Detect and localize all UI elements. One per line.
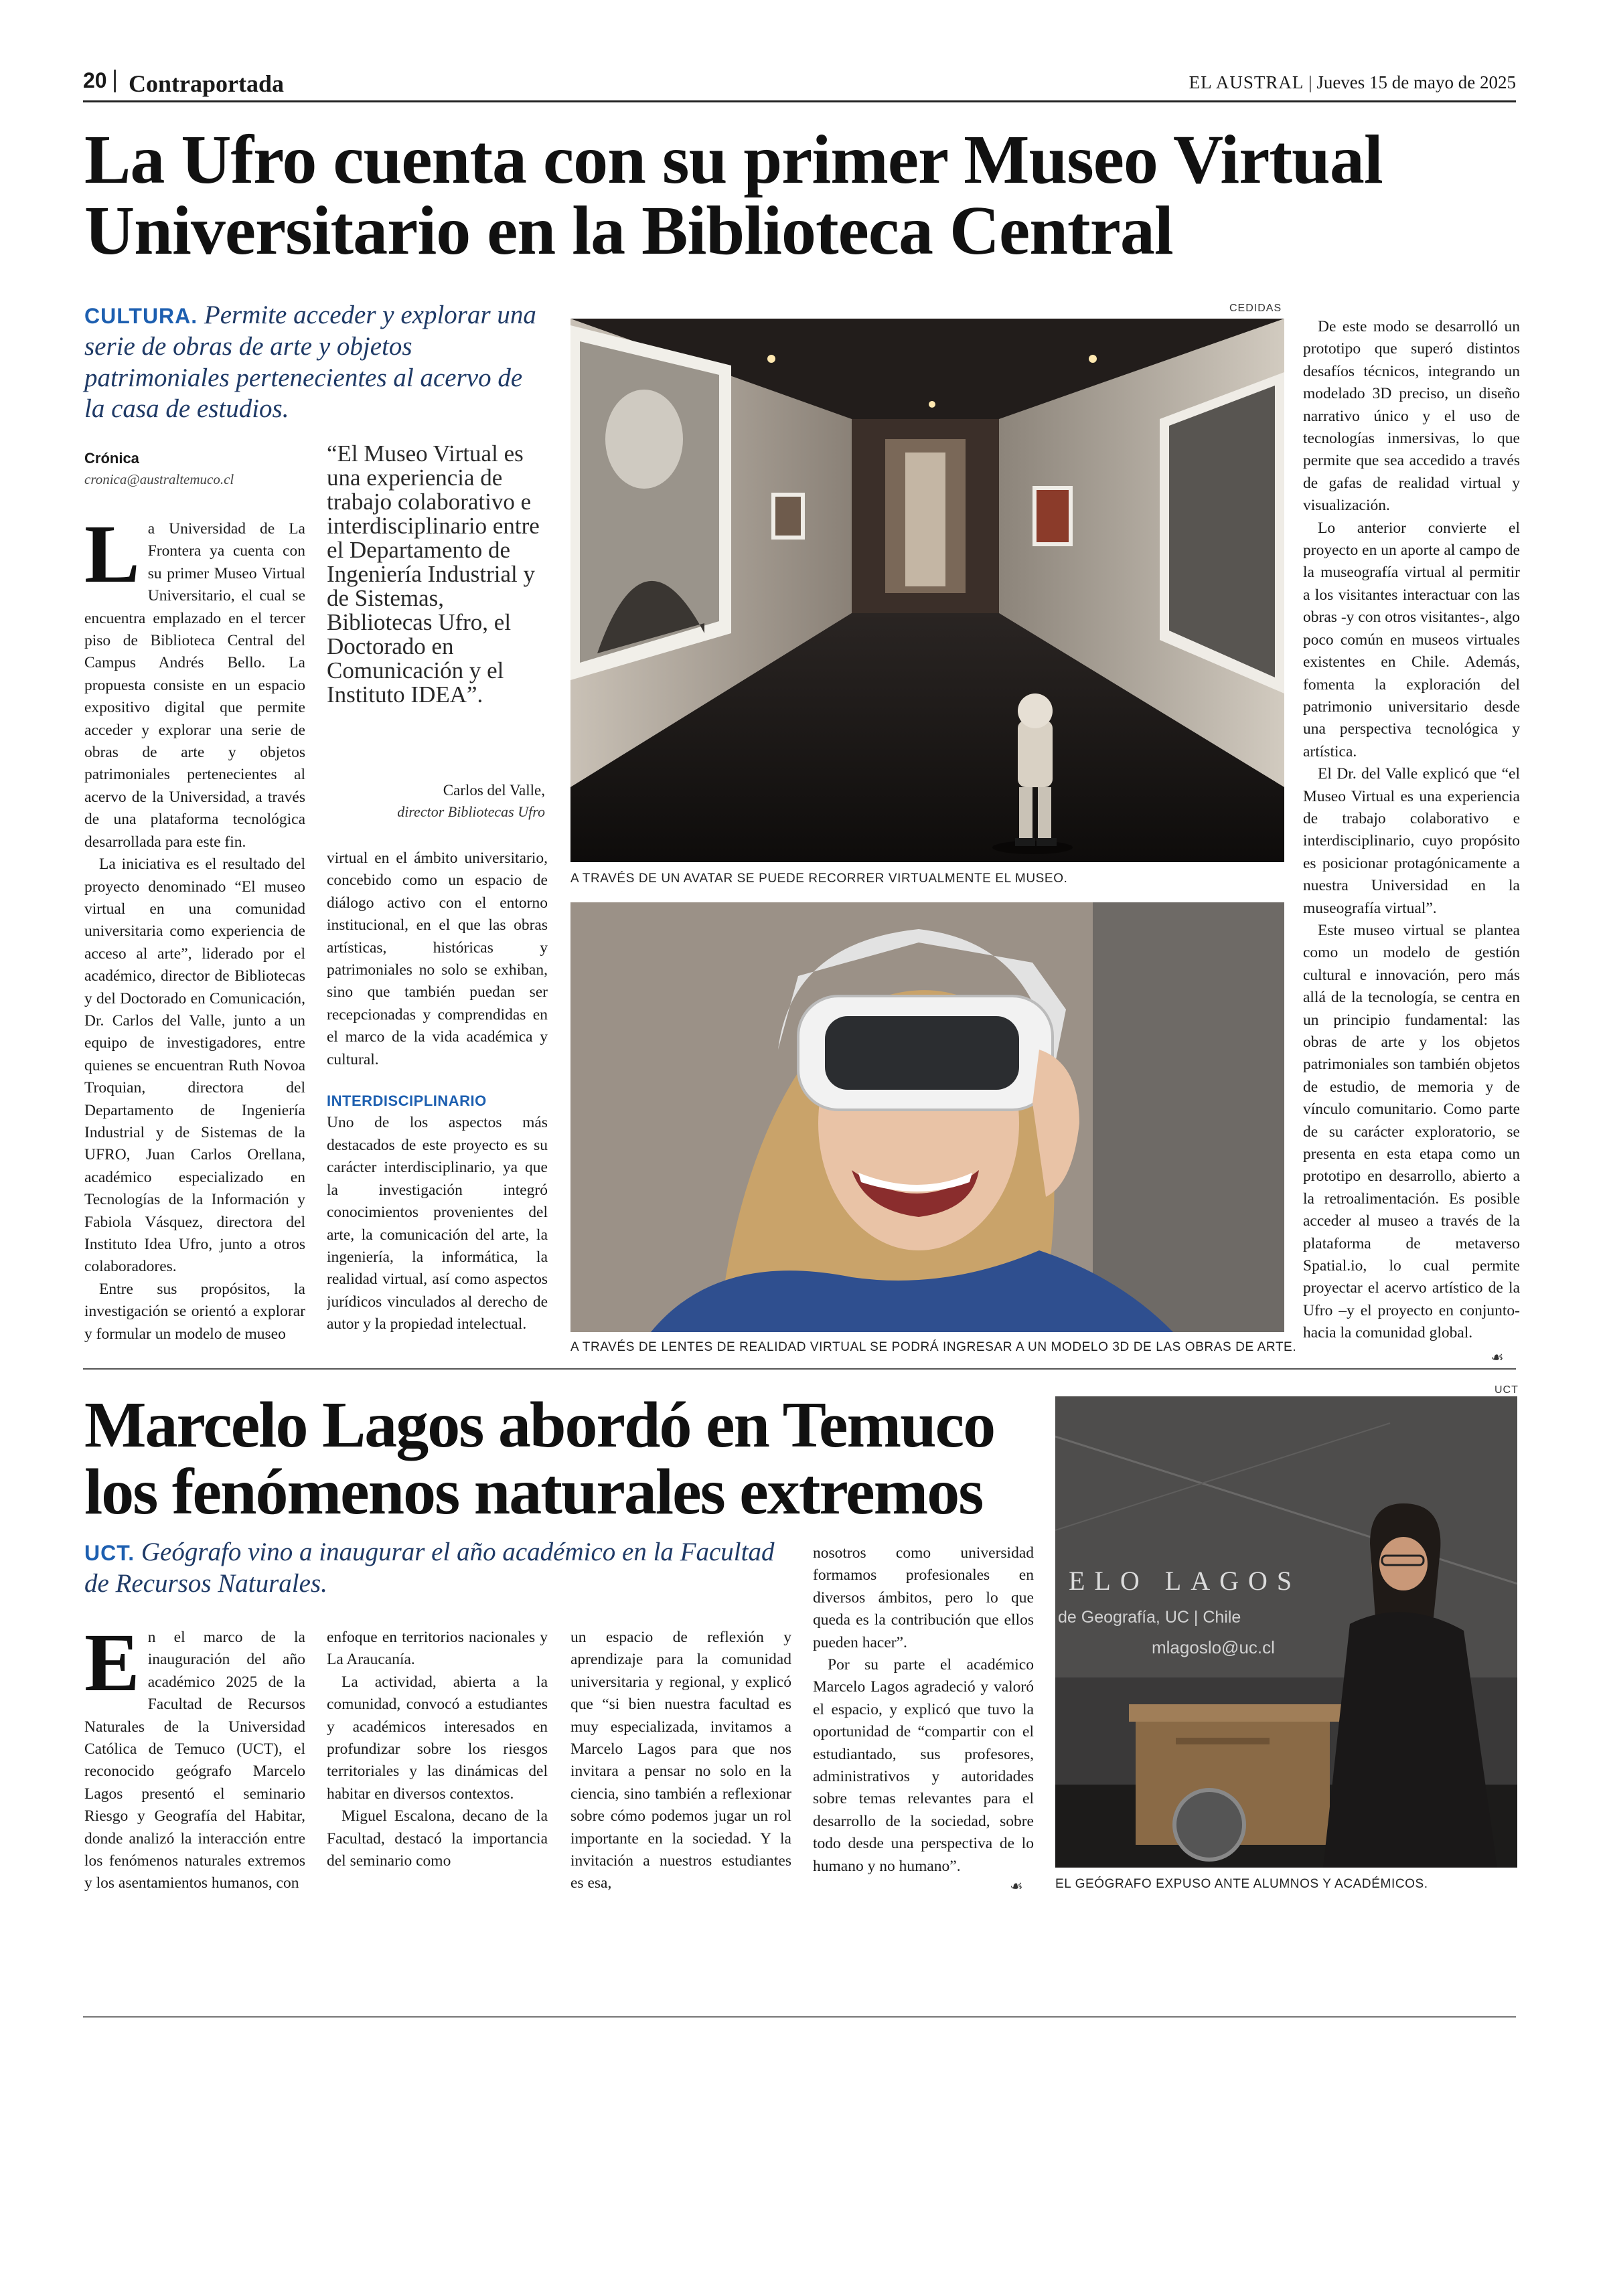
paragraph: Por su parte el académico Marcelo Lagos agradeció y valoró el espacio, y explicó que tuvo la oportunidad de “compartir con el estudiantado, sus profesores, administrativos y autoridades sobre temas relevantes para el desarrollo de la sociedad, sobre todo desde una perspectiva de lo humano y no humano”. (813, 1656, 1034, 1875)
paragraph: a Universidad de La Frontera ya cuenta con su primer Museo Virtual Universitario, el cual se encuentra emplazado en el tercer piso de Biblioteca Central del Campus Andrés Bello. La propuesta consiste en un espacio expositivo digital que permite acceder y explorar una serie de obras de arte y objetos patrimoniales pertenecientes al acervo de la Universidad, a través de una plataforma tecnológica desarrollada para este fin. (84, 520, 305, 851)
vr-headset-illustration (570, 902, 1284, 1332)
slide-name: ELO LAGOS (1069, 1566, 1302, 1596)
article2-lead (84, 1537, 781, 1600)
paragraph: enfoque en territorios nacionales y La Araucanía. (327, 1629, 548, 1669)
photo-caption: A TRAVÉS DE UN AVATAR SE PUEDE RECORRER VIRTUALMENTE EL MUSEO. (570, 872, 1068, 886)
article1-headline (84, 121, 1524, 270)
photo-caption: EL GEÓGRAFO EXPUSO ANTE ALUMNOS Y ACADÉMICOS. (1055, 1877, 1428, 1891)
article2-column-1 (84, 1627, 305, 1908)
header-divider (114, 70, 116, 92)
lead-text: Permite acceder y explorar una serie de obras de arte y objetos patrimoniales pertenecientes al acervo de la casa de estudios. (84, 301, 536, 424)
article1-column-3 (1303, 316, 1520, 1374)
slide-affiliation: de Geografía, UC | Chile (1058, 1608, 1241, 1627)
paragraph: La actividad, abierta a la comunidad, convocó a estudiantes y académicos interesados en profundizar sobre los riesgos territoriales y las dinámicas del habitar en diversos contextos. (327, 1673, 548, 1803)
article-separator (83, 1368, 1516, 1370)
section-name: Contraportada (129, 70, 284, 97)
lecturer-illustration (1055, 1396, 1517, 1868)
paragraph: La iniciativa es el resultado del proyecto denominado “El museo virtual en una comunidad universitaria como experiencia de acceso al arte”, liderado por el académico, director de Bibliotecas y del Doctorado en Comunicación, Dr. Carlos del Valle, junto a un equipo de investigadores, entre quienes se encuentran Ruth Novoa Troquian, directora del Departamento de Ingeniería Industrial y de Sistemas de la UFRO, Juan Carlos Orellana, académico especializado en Tecnologías de la Información y Fabiola Vásquez, directora del Instituto Idea Ufro, junto a otros colaboradores. (84, 855, 305, 1276)
headline-line: los fenómenos naturales extremos (84, 1455, 983, 1528)
dropcap: L (84, 518, 140, 600)
paragraph: Lo anterior convierte el proyecto en un aporte al campo de la museografía virtual al permitir a los visitantes interactuar con las obras -y con otros visitantes-, algo poco común en museos virtuales existentes en Chile. Además, fomenta la exploración del patrimonio universitario desde una perspectiva tecnológica y artística. (1303, 519, 1520, 760)
paragraph: Este museo virtual se plantea como un modelo de gestión cultural e innovación, pero más allá de la tecnología, se centra en un principio fundamental: las obras de arte y los objetos patrimoniales son también objetos de estudio, de memoria y de vínculo comunitario. Como parte de su carácter exploratorio, se presenta en esta etapa como un prototipo en desarrollo, abierto a la retroalimentación. Es posible acceder al museo a través de la plataforma de metaverso Spatial.io, lo cual permite proyectar el acervo artístico de la Ufro –y el proyecto en conjunto- hacia la comunidad global. (1303, 921, 1520, 1342)
lead-text: Geógrafo vino a inaugurar el año académico en la Facultad de Recursos Naturales. (84, 1538, 775, 1598)
quote-author: Carlos del Valle, (443, 782, 545, 799)
bottom-rule (83, 2016, 1516, 2018)
pull-quote: “El Museo Virtual es una experiencia de trabajo colaborativo e interdisciplinario entre el Departamento de Ingeniería Industrial y de Sistemas, Bibliotecas Ufro, el Doctorado en Comunicación y el Instituto IDEA”. (327, 440, 540, 708)
paragraph: Miguel Escalona, decano de la Facultad, destacó la importancia del seminario como (327, 1807, 548, 1870)
vr-headset-photo (570, 902, 1284, 1332)
virtual-museum-illustration (570, 319, 1284, 862)
article2-column-4 (813, 1542, 1034, 1908)
photo-caption: A TRAVÉS DE LENTES DE REALIDAD VIRTUAL SE PODRÁ INGRESAR A UN MODELO 3D DE LAS OBRAS DE ARTE. (570, 1340, 1297, 1354)
article2-column-2 (327, 1627, 548, 1908)
article1-column-1 (84, 518, 305, 1375)
virtual-museum-photo (570, 319, 1284, 862)
subheading: INTERDISCIPLINARIO (327, 1092, 487, 1110)
header-rule (83, 100, 1516, 102)
paragraph: Entre sus propósitos, la investigación se orientó a explorar y formular un modelo de museo (84, 1280, 305, 1343)
headline-line: La Ufro cuenta con su primer Museo Virtual (84, 121, 1383, 198)
article2-column-3 (570, 1627, 791, 1908)
quote-author-role: director Bibliotecas Ufro (397, 803, 545, 820)
slide-email: mlagoslo@uc.cl (1152, 1637, 1275, 1657)
issue-date: Jueves 15 de mayo de 2025 (1316, 72, 1516, 92)
paragraph: nosotros como universidad formamos profesionales en diversos ámbitos, pero lo que queda es la contribución que ellos pueden hacer”. (813, 1544, 1034, 1651)
paragraph: virtual en el ámbito universitario, concebido como un espacio de diálogo activo con el entorno institucional, en el que las obras artísticas, históricas y patrimoniales no solo se exhiban, sino que también puedan ser recepcionadas y comprendidas en el marco de la vida académica y cultural. (327, 849, 548, 1068)
article1-column-2 (327, 847, 548, 1376)
headline-line: Universitario en la Biblioteca Central (84, 192, 1173, 270)
photo-credit: UCT (1495, 1384, 1519, 1396)
paragraph: un espacio de reflexión y aprendizaje para la comunidad universitaria y regional, y explicó que “si bien nuestra facultad es muy especializada, invitamos a Marcelo Lagos para que nos invitara a pensar no solo en la ciencia, sino también a reflexionar sobre cómo podemos jugar un rol importante en la sociedad. Y la invitación a nuestros estudiantes es esa, (570, 1629, 791, 1892)
byline-email: cronica@australtemuco.cl (84, 471, 234, 487)
newspaper-name: EL AUSTRAL (1189, 72, 1304, 92)
article2-headline (84, 1389, 1075, 1528)
photo-credit: CEDIDAS (1229, 303, 1282, 314)
end-mark: ☙ (1490, 1349, 1504, 1366)
article2-kicker: UCT. (84, 1541, 135, 1565)
paragraph: De este modo se desarrolló un prototipo que superó distintos desafíos técnicos, integrando un modelado 3D preciso, un diseño narrativo único y el uso de tecnologías inmersivas, lo que permite que sea accedido a través de gafas de realidad virtual y visualización. (1303, 318, 1520, 515)
end-mark: ☙ (1010, 1878, 1023, 1895)
article1-lead (84, 300, 546, 425)
article1-kicker: CULTURA. (84, 304, 198, 328)
dropcap: E (84, 1627, 140, 1708)
paragraph: El Dr. del Valle explicó que “el Museo Virtual es una experiencia de trabajo colaborativo e interdisciplinario, cuyo propósito es posicionar protagónicamente a nuestra Universidad en la museografía virtual”. (1303, 765, 1520, 917)
headline-line: Marcelo Lagos abordó en Temuco (84, 1389, 995, 1461)
newspaper-dateline: EL AUSTRAL | Jueves 15 de mayo de 2025 (1189, 72, 1516, 92)
lecturer-photo (1055, 1396, 1517, 1868)
paragraph: Uno de los aspectos más destacados de este proyecto es su carácter interdisciplinario, ya que la investigación integró conocimientos provenientes del arte, la comunicación del arte, la ingeniería, la informática, la realidad virtual, así como aspectos jurídicos vinculados al derecho de autor y la propiedad intelectual. (327, 1114, 548, 1333)
page-number: 20 (83, 68, 107, 92)
byline-name: Crónica (84, 450, 139, 467)
paragraph: n el marco de la inauguración del año académico 2025 de la Facultad de Recursos Naturales de la Universidad Católica de Temuco (UCT), el reconocido geógrafo Marcelo Lagos presentó el seminario Riesgo y Geografía del Habitar, donde analizó la interacción entre los fenómenos naturales extremos y los asentamientos humanos, con (84, 1629, 305, 1892)
